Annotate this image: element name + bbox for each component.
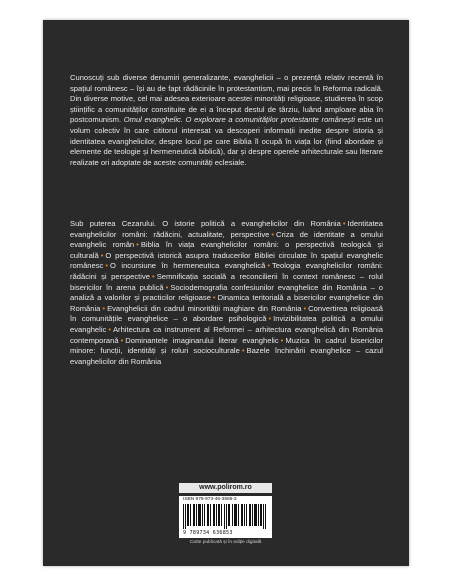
- contents-item: Criza de identitate a omului evanghelic român: [70, 229, 383, 250]
- bullet-icon: •: [280, 335, 284, 345]
- blurb-text-1: Cunoscuți sub diverse denumiri generalizante, evanghelicii – o prezență relativ recentă în spațiul românesc – își au de fapt rădăcinile în protestantism, mai precis în Reforma radicală. Din diverse motive, cel mai adesea exterioare acestei minorități religioase, studierea în scop științific a comunităților constituite de ei a început destul de târziu, luând amploare abia în postcomunism.: [70, 73, 383, 125]
- bullet-icon: •: [241, 346, 245, 356]
- bullet-icon: •: [342, 219, 346, 228]
- contents-item: Identitatea evanghelicilor români: rădăcini, actualitate, perspective: [70, 219, 383, 239]
- bullet-icon: •: [100, 250, 104, 260]
- contents-item: Sub puterea Cezarului. O istorie politică a evanghelicilor din România: [70, 219, 341, 228]
- contents-item: O perspectivă istorică asupra traducerilor Bibliei circulate în spațiul evanghelic românesc: [70, 250, 383, 271]
- bullet-icon: •: [212, 293, 216, 303]
- digital-edition-note: Carte publicată și în ediție digitală: [189, 540, 262, 545]
- contents-list: [70, 219, 383, 367]
- barcode-digits: 9 789734 636853: [183, 530, 233, 536]
- contents-item: Dominantele imaginarului literar evanghelic: [125, 335, 279, 345]
- bullet-icon: •: [105, 261, 109, 271]
- contents-item: Evanghelicii din cadrul minorității maghiare din România: [107, 303, 302, 313]
- contents-item: Semnificația socială a reconcilierii în context românesc – rolul bisericilor în arena publică: [70, 271, 383, 292]
- barcode-panel: [179, 496, 272, 538]
- publisher-website[interactable]: www.polirom.ro: [179, 483, 272, 493]
- bullet-icon: •: [268, 314, 272, 324]
- contents-item: Convertirea religioasă în comunitățile evanghelice – o abordare psihologică: [70, 303, 383, 324]
- contents-item: Invizibilitatea politică a omului evanghelic: [70, 314, 383, 334]
- barcode-icon: [183, 504, 269, 529]
- book-title: Omul evanghelic. O explorare a comunităților protestante românești: [123, 115, 355, 125]
- bullet-icon: •: [152, 271, 155, 281]
- contents-item: O incursiune în hermeneutica evanghelică: [110, 261, 266, 271]
- bullet-icon: •: [102, 303, 106, 313]
- contents-item: Bazele închinării evanghelice – cazul evanghelicilor din România: [70, 346, 383, 366]
- back-cover: [43, 20, 409, 566]
- contents-item: Teologia evanghelicilor români: rădăcini și perspective: [70, 261, 383, 281]
- contents-item: Muzica în cadrul bisericilor minore: funcții, identități și roluri socioculturale: [70, 335, 384, 356]
- bullet-icon: •: [136, 240, 139, 250]
- bullet-icon: •: [271, 229, 275, 239]
- blurb-text-2: este un volum colectiv în care cititorul interesat va descoperi informații inedite despre istoria și identitatea evanghelicilor, despre locul pe care Biblia îl ocupă în viața lor (fiind abordate și elemente de teologie și hermeneutică biblică), dar și despre operele arhitecturale sau literare realizate ori adoptate de aceste comunități eclesiale.: [70, 115, 383, 167]
- contents-item: Dinamica teritorială a bisericilor evanghelice din România: [70, 293, 383, 313]
- bullet-icon: •: [108, 324, 111, 334]
- contents-item: Sociodemografia confesiunilor evanghelice din România – o analiză a valorilor și practicilor religioase: [70, 282, 384, 303]
- bullet-icon: •: [120, 335, 124, 345]
- bullet-icon: •: [165, 282, 169, 292]
- bullet-icon: •: [267, 261, 270, 271]
- contents-item: Arhitectura ca instrument al Reformei – arhitectura evanghelică din România contemporană: [70, 324, 383, 345]
- blurb-paragraph: [70, 73, 383, 168]
- contents-item: Biblia în viața evanghelicilor români: o perspectivă teologică și culturală: [70, 240, 383, 260]
- bullet-icon: •: [303, 303, 307, 313]
- isbn-label: ISBN 978-973-46-3685-3: [183, 497, 237, 502]
